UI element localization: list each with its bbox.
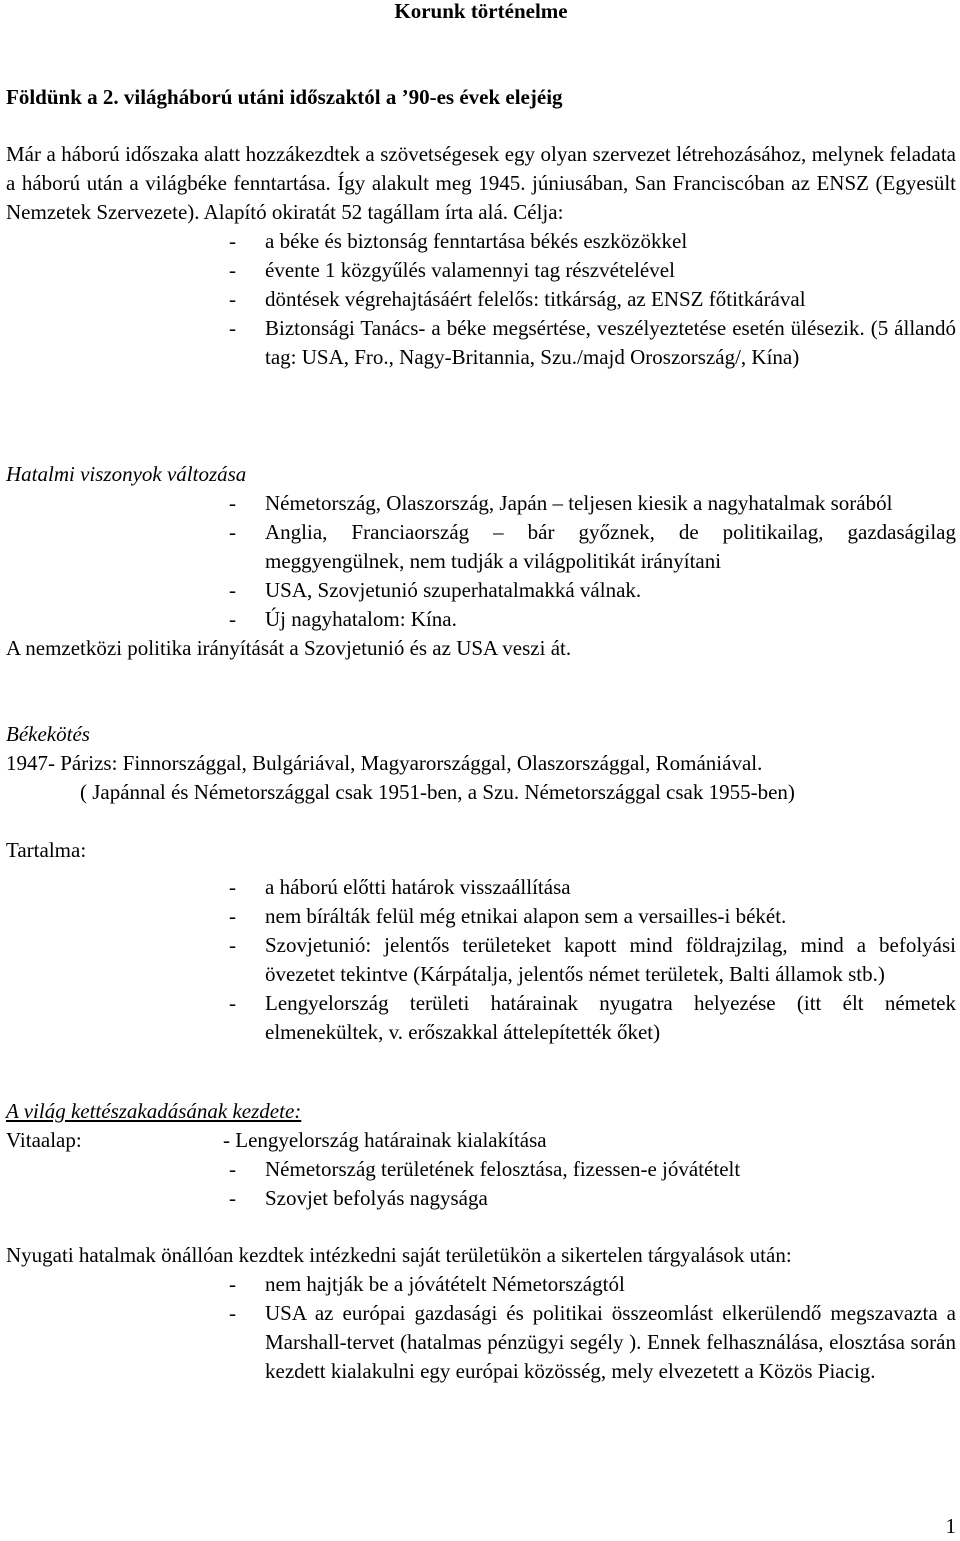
- summary-paragraph: A nemzetközi politika irányítását a Szovjetunió és az USA veszi át.: [6, 636, 572, 660]
- un-section: [6, 140, 956, 372]
- list-item: - évente 1 közgyűlés valamennyi tag részvételével: [229, 258, 675, 282]
- list-item: - USA, Szovjetunió szuperhatalmakká válnak.: [229, 578, 642, 602]
- dispute-label: Vitaalap:: [6, 1128, 82, 1152]
- content-section: [6, 836, 956, 1047]
- list-item: - Biztonsági Tanács- a béke megsértése, veszélyeztetése esetén ülésezik. (5 állandó tag: USA, Fro., Nagy-Britannia, Szu./majd Oroszország/, Kína): [229, 316, 956, 369]
- list-item: - Szovjet befolyás nagysága: [229, 1186, 488, 1210]
- section-heading: Hatalmi viszonyok változása: [6, 462, 247, 486]
- section-heading: Békekötés: [6, 722, 90, 746]
- power-section: [6, 460, 956, 663]
- section-title: Földünk a 2. világháború utáni időszaktól a ’90-es évek elejéig: [6, 85, 563, 109]
- peace-note: ( Japánnal és Németországgal csak 1951-ben, a Szu. Németországgal csak 1955-ben): [80, 780, 795, 804]
- list-item: - Szovjetunió: jelentős területeket kapott mind földrajzilag, mind a befolyási övezetet tekintve (Kárpátalja, jelentős német területek, Balti államok stb.): [229, 933, 956, 986]
- split-section: [6, 1097, 956, 1213]
- peace-section: [6, 720, 956, 807]
- western-paragraph: Nyugati hatalmak önállóan kezdtek intézkedni saját területükön a sikertelen tárgyalások után:: [6, 1243, 792, 1267]
- list-item: - nem bírálták felül még etnikai alapon sem a versailles-i békét.: [229, 904, 787, 928]
- dispute-row: Vitaalap: - Lengyelország határainak kialakítása: [6, 1126, 956, 1155]
- list-item: - Lengyelország területi határainak nyugatra helyezése (itt élt németek elmenekültek, v. erőszakkal áttelepítették őket): [229, 991, 956, 1044]
- page-title: Korunk történelme: [394, 0, 568, 23]
- list-item: - Németország területének felosztása, fizessen-e jóvátételt: [229, 1157, 741, 1181]
- section-heading: A világ kettészakadásának kezdete:: [6, 1099, 302, 1123]
- list-item: - döntések végrehajtásáért felelős: titkárság, az ENSZ főtitkárával: [229, 287, 806, 311]
- list-item: - Új nagyhatalom: Kína.: [229, 607, 457, 631]
- list-item: - a béke és biztonság fenntartása békés eszközökkel: [229, 229, 688, 253]
- list-item: - Németország, Olaszország, Japán – teljesen kiesik a nagyhatalmak sorából: [229, 491, 893, 515]
- list-item: - USA az európai gazdasági és politikai összeomlást elkerülendő megszavazta a Marshall-tervet (hatalmas pénzügyi segély ). Ennek felhasználása, elosztása során kezdett kialakulni egy európai közösség, mely elvezetett a Közös Piacig.: [229, 1301, 956, 1383]
- list-item: - Anglia, Franciaország – bár győznek, de politikailag, gazdaságilag meggyengülnek, nem tudják a világpolitikát irányítani: [229, 520, 956, 573]
- page-number: 1: [945, 1514, 956, 1538]
- list-item: - a háború előtti határok visszaállítása: [229, 875, 571, 899]
- section-heading: Tartalma:: [6, 838, 87, 862]
- list-item: - nem hajtják be a jóvátételt Németországtól: [229, 1272, 625, 1296]
- western-section: [6, 1241, 956, 1386]
- intro-paragraph: Már a háború időszaka alatt hozzákezdtek a szövetségesek egy olyan szervezet létrehozásához, melynek feladata a háború után a világbéke fenntartása. Így alakult meg 1945. júniusában, San Franciscóban az ENSZ (Egyesült Nemzetek Szervezete). Alapító okiratát 52 tagállam írta alá. Célja:: [6, 142, 956, 224]
- peace-line: 1947- Párizs: Finnországgal, Bulgáriával, Magyarországgal, Olaszországgal, Romániával.: [6, 751, 763, 775]
